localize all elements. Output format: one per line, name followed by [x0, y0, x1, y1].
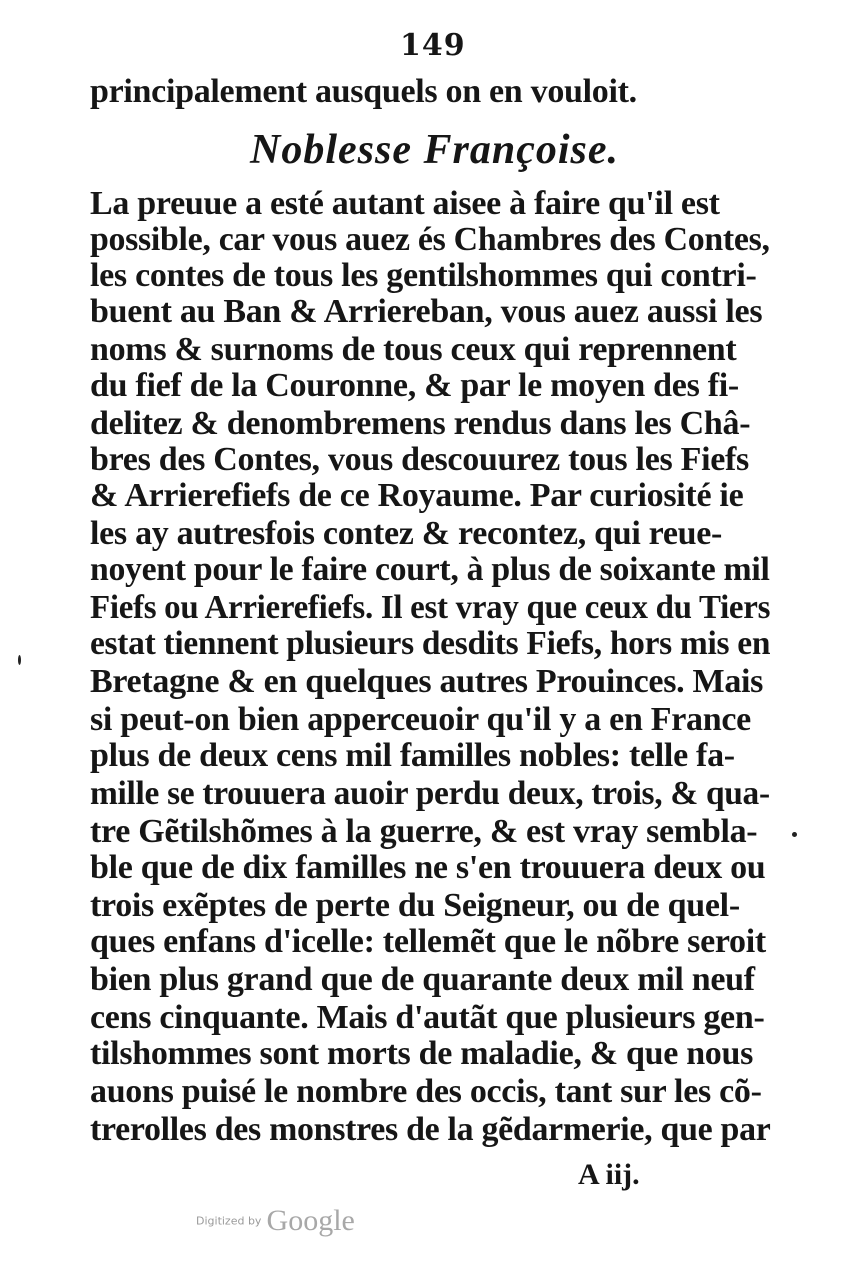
text-line: tilshommes sont morts de maladie, & que nous	[90, 1035, 754, 1072]
text-line: si peut-on bien apperceuoir qu'il y a en France	[90, 701, 751, 738]
text-line: Bretagne & en quelques autres Prouinces. Mais	[90, 663, 764, 700]
text-line: mille se trouuera auoir perdu deux, trois, & qua-	[90, 775, 770, 812]
text-line: trois exẽptes de perte du Seigneur, ou de quel-	[90, 887, 740, 924]
text-line: delitez & denombremens rendus dans les Châ-	[90, 405, 751, 442]
opening-line: principalement ausquels on en vouloit.	[90, 73, 637, 110]
watermark-prefix: Digitized by	[196, 1214, 262, 1228]
margin-speck	[18, 655, 21, 665]
google-logo: Google	[266, 1204, 355, 1237]
text-line: noms & surnoms de tous ceux qui reprennent	[90, 331, 737, 368]
page-number: 149	[400, 28, 466, 63]
signature-mark: A iij.	[578, 1158, 640, 1191]
text-line: ques enfans d'icelle: tellemẽt que le nõbre seroit	[90, 923, 766, 960]
text-line: du fief de la Couronne, & par le moyen des fi-	[90, 367, 739, 404]
text-line: & Arrierefiefs de ce Royaume. Par curiosité ie	[90, 477, 744, 514]
text-line: bien plus grand que de quarante deux mil neuf	[90, 961, 755, 998]
text-line: noyent pour le faire court, à plus de soixante mil	[90, 551, 770, 588]
margin-speck	[792, 832, 797, 837]
google-watermark	[196, 1204, 355, 1238]
text-line: plus de deux cens mil familles nobles: telle fa-	[90, 737, 735, 774]
text-line: possible, car vous auez és Chambres des Contes,	[90, 221, 770, 258]
text-line: cens cinquante. Mais d'autãt que plusieurs gen-	[90, 999, 765, 1036]
text-line: bres des Contes, vous descouurez tous les Fiefs	[90, 441, 749, 478]
text-line: les contes de tous les gentilshommes qui contri-	[90, 257, 757, 294]
text-line: Fiefs ou Arrierefiefs. Il est vray que ceux du Tiers	[90, 589, 771, 626]
section-heading: Noblesse Françoise.	[250, 127, 619, 173]
text-line: trerolles des monstres de la gẽdarmerie, que par	[90, 1111, 771, 1148]
text-line: auons puisé le nombre des occis, tant sur les cõ-	[90, 1073, 762, 1110]
text-line: La preuue a esté autant aisee à faire qu'il est	[90, 185, 720, 222]
text-line: les ay autresfois contez & recontez, qui reue-	[90, 515, 723, 552]
text-line: tre Gẽtilshõmes à la guerre, & est vray sembla-	[90, 813, 758, 850]
text-line: ble que de dix familles ne s'en trouuera deux ou	[90, 849, 766, 886]
text-line: buent au Ban & Arriereban, vous auez aussi les	[90, 293, 763, 330]
text-line: estat tiennent plusieurs desdits Fiefs, hors mis en	[90, 625, 771, 662]
